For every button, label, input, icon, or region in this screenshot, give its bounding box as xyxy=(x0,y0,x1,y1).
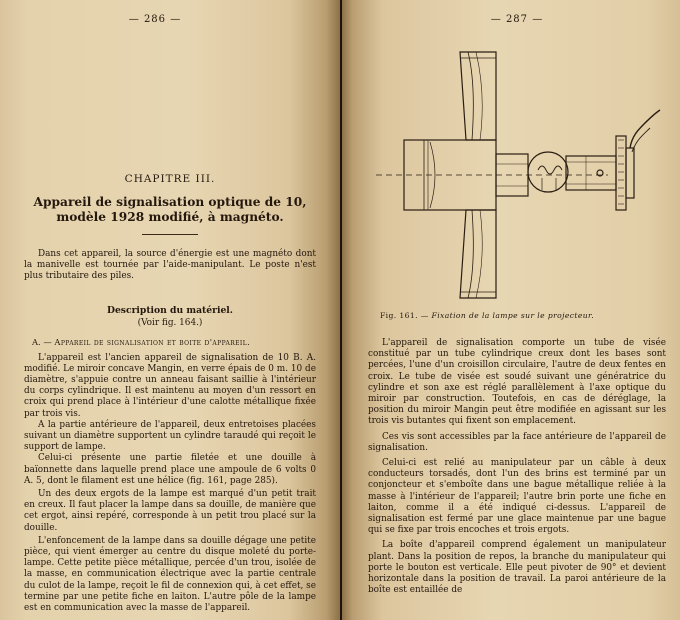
title-rule xyxy=(142,234,198,235)
right-paragraph-1: L'appareil de signalisation comporte un tube de visée constitué par un tube cylindrique creux dont les bases sont percées, l'une d'un croisillon circulaire, l'autre de deux fentes en croix. Le tube de visée est soudé suivant une génératrice du cylindre et son axe est réglé parallèlement à l'axe optique du miroir par construction. Toutefois, en cas de déréglage, la position du miroir Mangin peut être modifiée en agissant sur les trois vis butantes qui fixent son emplacement. xyxy=(368,338,666,427)
page-number-left: — 286 — xyxy=(128,14,182,25)
chapter-title: Appareil de signalisation optique de 10, modèle 1928 modifié, à magnéto. xyxy=(33,195,307,224)
right-paragraph-2: Ces vis sont accessibles par la face antérieure de l'appareil de signalisation. xyxy=(368,431,666,453)
lamp-fixation-figure xyxy=(368,44,668,306)
section-heading xyxy=(24,337,316,347)
right-paragraph-4: La boîte d'appareil comprend également un manipulateur plant. Dans la position de repos, la branche du manipulateur qui porte le bouton est verticale. Elle peut pivoter de 90° et devient horizontale dans la position de travail. La paroi antérieure de la boîte est entaillée de xyxy=(368,540,666,596)
left-paragraph-5: L'enfoncement de la lampe dans sa douille dégage une petite pièce, qui vient émerger au centre du disque moleté du porte-lampe. Cette petite pièce métallique, percée d'un trou, isolée de la masse, en communication électrique avec la partie centrale du culot de la lampe, reçoit le fil de connexion qui, à cet effet, se termine par une petite fiche en laiton. L'autre pôle de la lampe est en communication avec la masse de l'appareil. xyxy=(24,535,316,614)
figure-caption xyxy=(380,311,594,320)
subsection-title: Description du matériel. xyxy=(106,304,233,316)
section-heading-text: Appareil de signalisation et boite d'appareil. xyxy=(54,336,251,347)
section-prefix: A. — xyxy=(32,336,52,347)
left-paragraph-3: Celui-ci présente une partie filetée et une douille à baïonnette dans laquelle prend place une ampoule de 6 volts 0 A. 5, dont le filament est une hélice (fig. 161, page 285). xyxy=(24,453,316,486)
left-paragraph-1: L'appareil est l'ancien appareil de signalisation de 10 B. A. modifié. Le miroir concave Mangin, en verre épais de 0 m. 10 de diamètre, s'appuie contre un anneau faisant saillie à l'intérieur du corps cylindrique. Il est maintenu au moyen d'un ressort en croix qui prend place à l'intérieur d'une calotte métallique fixée par trois vis. xyxy=(24,352,316,419)
page-number-right: — 287 — xyxy=(490,14,544,25)
intro-paragraph: Dans cet appareil, la source d'énergie est une magnéto dont la manivelle est tournée par l'aide-manipulant. Le poste n'est plus tributaire des piles. xyxy=(24,249,316,282)
figure-label: Fig. 161. — xyxy=(380,311,429,320)
left-paragraph-2: A la partie antérieure de l'appareil, deux entretoises placées suivant un diamètre supportent un cylindre taraudé qui reçoit le support de lampe. xyxy=(24,419,316,453)
right-text-block xyxy=(368,338,666,599)
chapter-heading: CHAPITRE III. xyxy=(124,173,216,185)
left-paragraph-4: Un des deux ergots de la lampe est marqué d'un petit trait en creux. Il faut placer la lampe dans sa douille, de manière que cet ergot, ainsi repéré, corresponde à un petit trou placé sur la douille. xyxy=(24,489,316,533)
right-paragraph-3: Celui-ci est relié au manipulateur par un câble à deux conducteurs torsadés, dont l'un des brins est terminé par un conjoncteur et s'emboîte dans une bague métallique reliée à la masse à l'intérieur de l'appareil; l'autre brin porte une fiche en laiton, comme il a été indiqué ci-dessus. L'appareil de signalisation est fermé par une glace maintenue par une bague qui se fixe par trois encoches et trois ergots. xyxy=(368,458,666,536)
figure-reference: (Voir fig. 164.) xyxy=(137,317,203,328)
figure-caption-text: Fixation de la lampe sur le projecteur. xyxy=(431,311,595,320)
right-page xyxy=(342,0,680,620)
